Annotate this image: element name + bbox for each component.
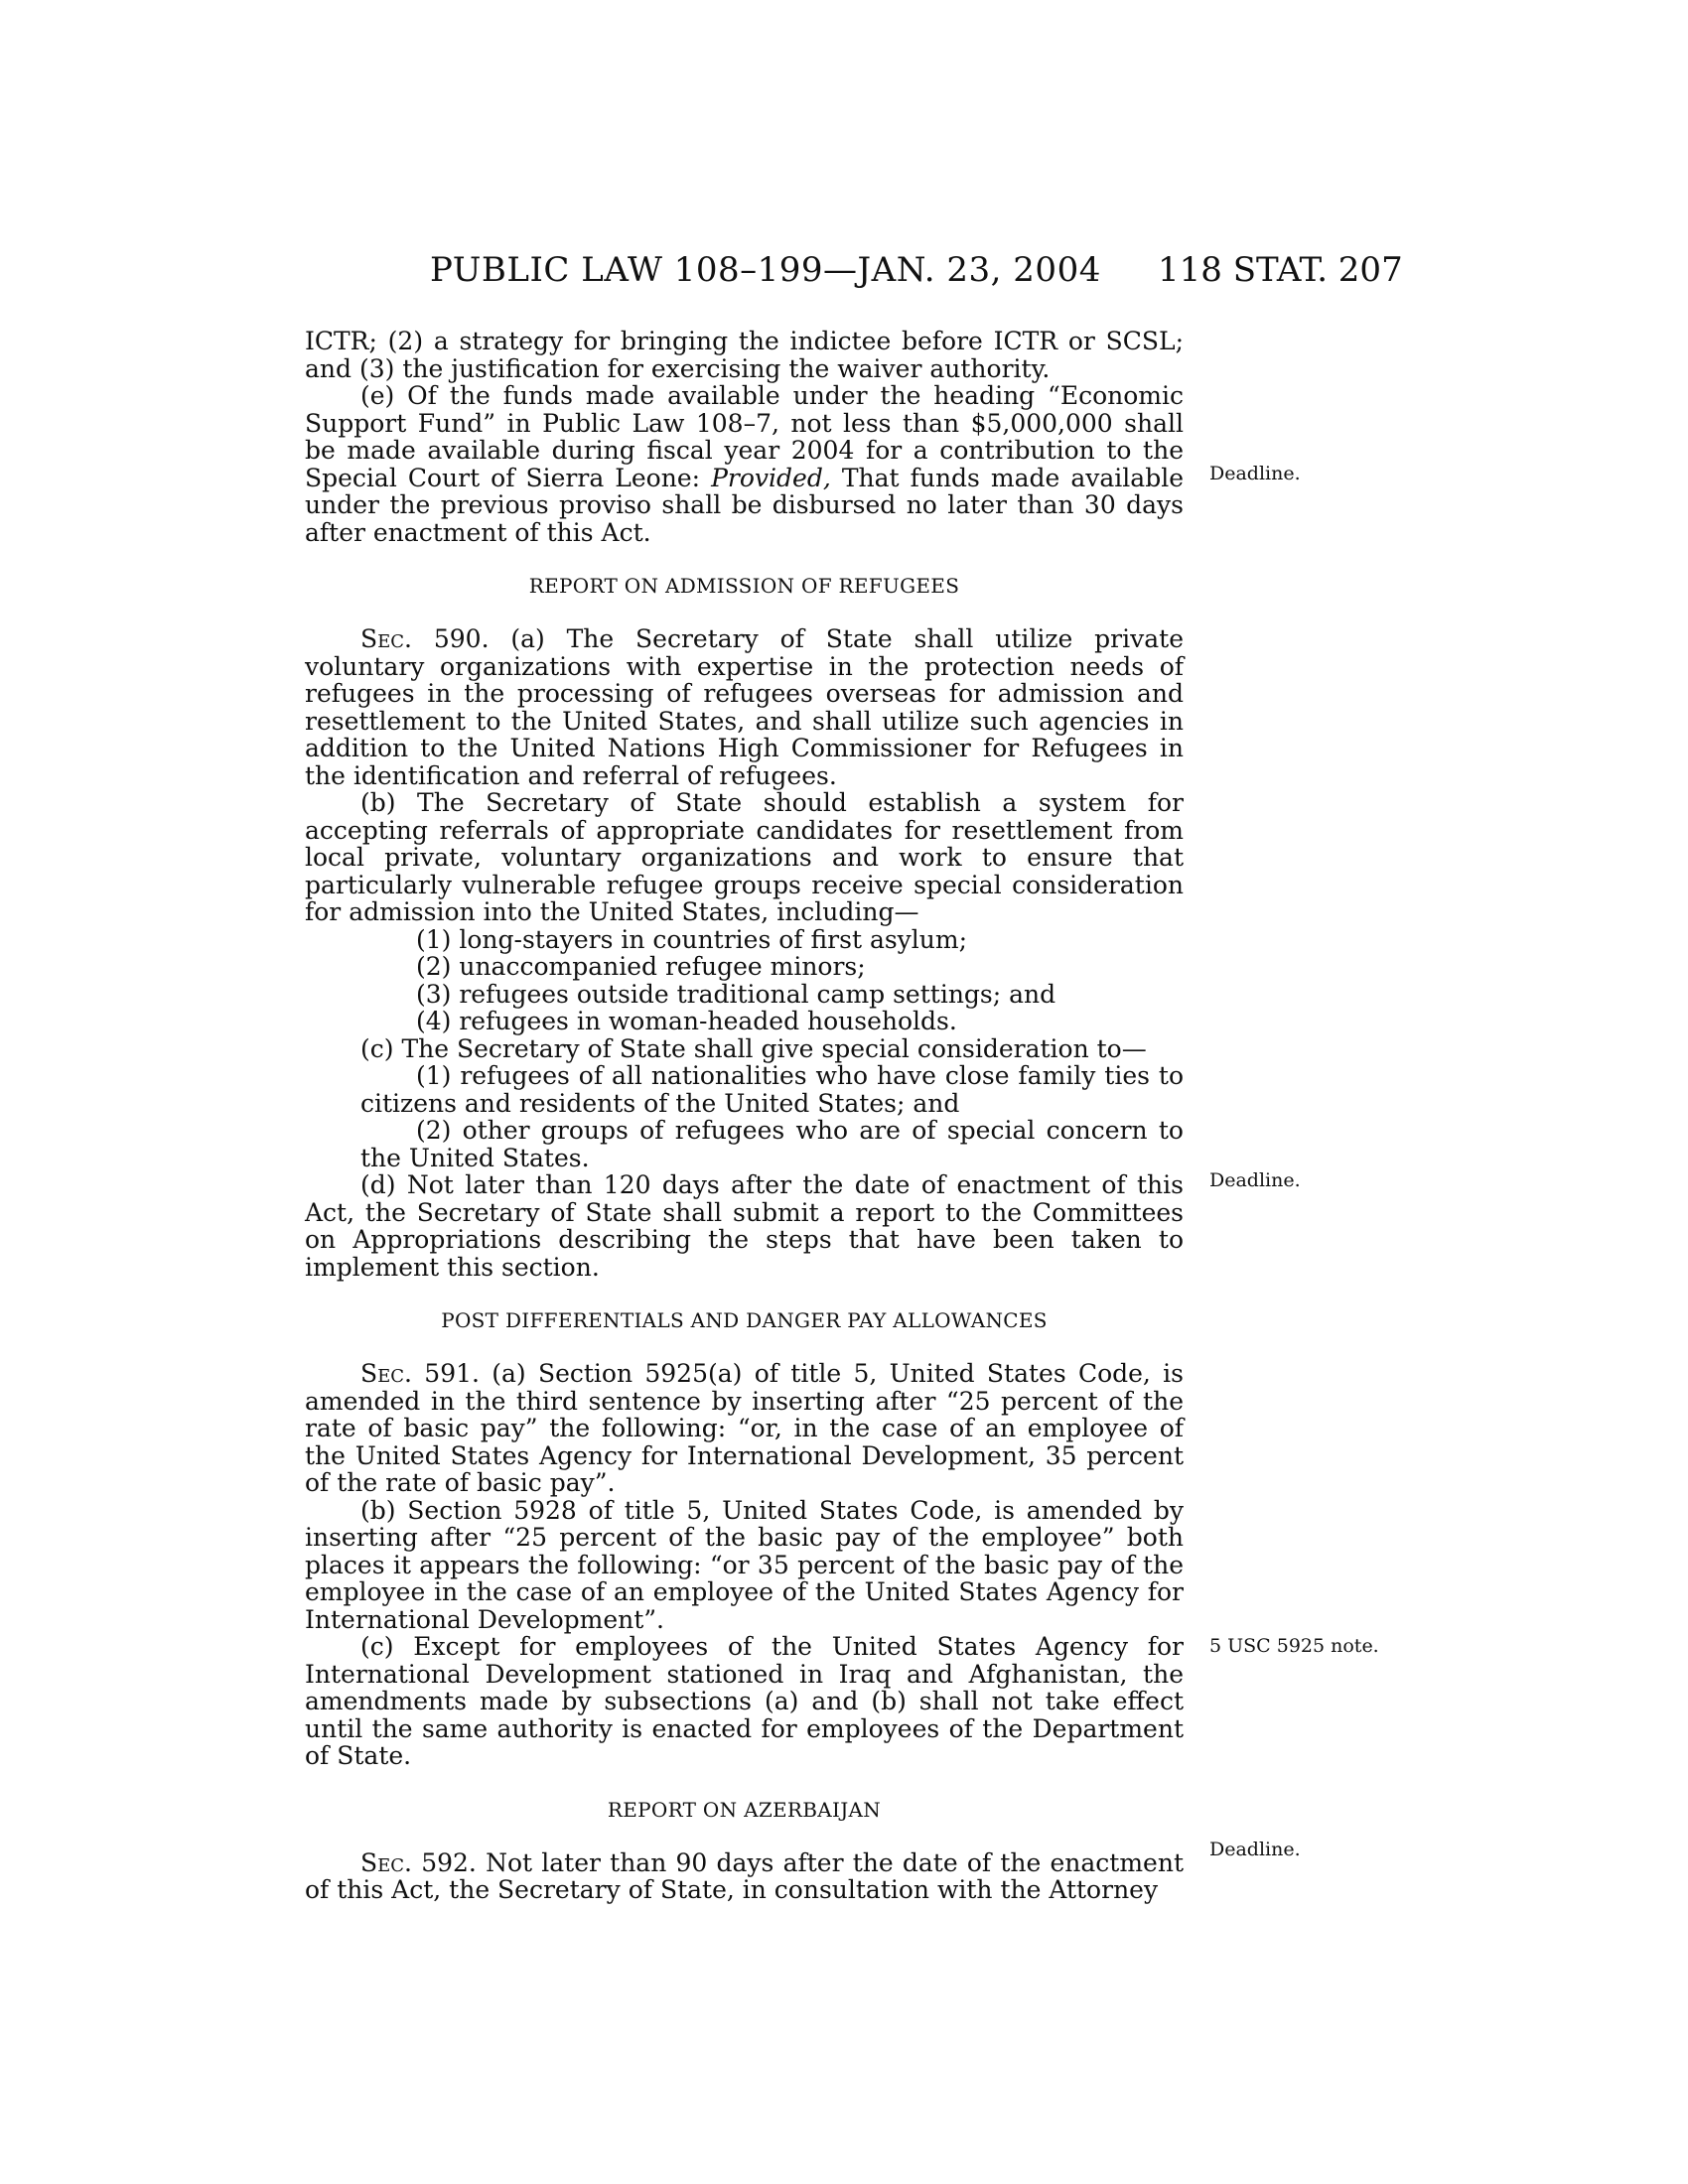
margin-note-deadline: Deadline. [1209,1839,1301,1860]
sec-label: Sec [360,1847,405,1877]
heading-refugees: REPORT ON ADMISSION OF REFUGEES [528,574,960,598]
sec-590-b: (b) The Secretary of State should establish a system for accepting referrals of appropriate candidates for resettlement from local private, voluntary organizations and work to ensure that particularly vulnerable refugee groups receive special consideration for admission into the United States, including— [305,788,1184,926]
sec-590-a-text: . 590. (a) The Secretary of State shall utilize private voluntary organizations with expertise in the protection needs of refugees in the processing of refugees overseas for admission and resettlement to the United States, and shall utilize such agencies in addition to the United Nations High Commissioner for Refugees in the identification and referral of refugees. [305,624,1184,790]
sec-590-c: (c) The Secretary of State shall give special consideration to— [360,1033,1147,1063]
heading-post-differentials: POST DIFFERENTIALS AND DANGER PAY ALLOWANCES [441,1308,1048,1332]
list-item: (4) refugees in woman-headed households. [416,1007,957,1035]
heading-azerbaijan: REPORT ON AZERBAIJAN [607,1797,882,1822]
sec-label: Sec [360,1359,405,1388]
provided-italic: Provided, [711,463,831,492]
sec-592-text: . 592. Not later than 90 days after the date of the enactment of this Act, the Secretary of State, in consultation with the Attorney [305,1847,1184,1904]
margin-note-deadline: Deadline. [1209,1169,1301,1191]
sec-590-a [305,625,1184,789]
esf-text-1: (e) Of the funds made available under the heading “Economic Support Fund” in Public Law 108–7, not less than $5,000,000 shall be made available during fiscal year 2004 for a contribution to the Special Court of Sierra Leone: [305,381,1184,492]
statute-page-number: 118 STAT. 207 [1158,250,1403,290]
list-item: (2) unaccompanied refugee minors; [416,952,866,981]
sec-590-d: (d) Not later than 120 days after the date of enactment of this Act, the Secretary of State shall submit a report to the Committees on Appropriations describing the steps that have been taken to implement this section. [305,1170,1184,1282]
sec-591-a [305,1360,1184,1497]
list-item: (1) long-stayers in countries of first asylum; [416,924,968,954]
paragraph-ictr: ICTR; (2) a strategy for bringing the indictee before ICTR or SCSL; and (3) the justification for exercising the waiver authority. [305,327,1184,383]
sec-591-b: (b) Section 5928 of title 5, United States Code, is amended by inserting after “25 percent of the basic pay of the employee” both places it appears the following: “or 35 percent of the basic pay of the employee in the case of an employee of the United States Agency for International Development”. [305,1495,1184,1634]
list-item: (2) other groups of refugees who are of special concern to the United States. [360,1116,1184,1172]
esf-text-2: That funds made available under the previous proviso shall be disbursed no later than 30 days after enactment of this Act. [305,463,1184,547]
margin-note-deadline: Deadline. [1209,463,1301,484]
sec-591-a-text: . 591. (a) Section 5925(a) of title 5, United States Code, is amended in the third sentence by inserting after “25 percent of the rate of basic pay” the following: “or, in the case of an employee of the United States Agency for International Development, 35 percent of the rate of basic pay”. [305,1359,1184,1497]
running-head-title: PUBLIC LAW 108–199—JAN. 23, 2004 [430,250,1101,290]
paragraph-esf [305,382,1184,546]
margin-note-usc: 5 USC 5925 note. [1209,1635,1379,1657]
sec-label: Sec [360,624,405,653]
page-body [305,328,1184,1904]
list-item: (3) refugees outside traditional camp settings; and [416,979,1056,1009]
sec-592 [305,1849,1184,1904]
sec-591-c: (c) Except for employees of the United States Agency for International Development stationed in Iraq and Afghanistan, the amendments made by subsections (a) and (b) shall not take effect until the same authority is enacted for employees of the Department of State. [305,1632,1184,1770]
list-item: (1) refugees of all nationalities who have close family ties to citizens and residents of the United States; and [360,1061,1184,1118]
